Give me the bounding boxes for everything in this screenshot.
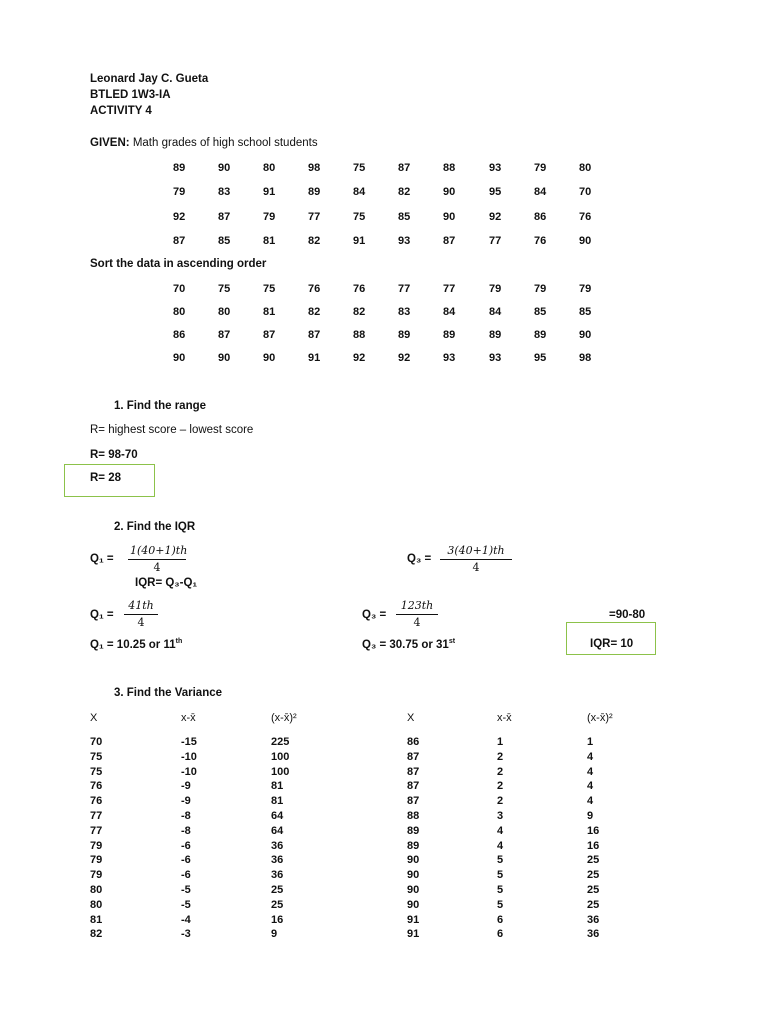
given-cell: 95 [489,186,502,199]
variance-left-cell: -9 [181,780,191,793]
iqr-formula: IQR= Q₃-Q₁ [135,577,198,589]
given-cell: 90 [443,210,456,223]
sorted-cell: 89 [489,329,502,341]
variance-right-cell: 16 [587,839,600,852]
variance-right-cell: 25 [587,898,600,911]
variance-left-cell: 36 [271,839,284,852]
variance-right-cell: 4 [497,839,504,852]
range-heading: 1. Find the range [114,400,207,412]
var-header-x-right: X [407,712,415,724]
sorted-cell: 89 [443,329,456,341]
q1b-fraction [124,599,158,629]
given-cell: 84 [534,186,547,199]
variance-right-cell: 5 [497,884,504,896]
variance-right-cell: 91 [407,913,420,926]
q3b-denominator: 4 [413,616,421,629]
variance-left-cell: 75 [90,750,103,763]
variance-left-cell: -10 [181,750,197,763]
activity-title: ACTIVITY 4 [90,105,152,117]
variance-right-cell: 5 [497,854,504,867]
given-cell: 90 [443,186,456,199]
q3-denominator: 4 [472,561,480,574]
sorted-cell: 75 [263,283,276,295]
sorted-cell: 92 [398,352,411,364]
sorted-cell: 85 [579,306,592,318]
var-header-dev-right: x-x̄ [497,712,512,724]
section: BTLED 1W3-IA [90,89,171,101]
variance-right-cell: 1 [587,736,594,748]
variance-right-cell: 2 [497,795,504,808]
q3-result [362,638,455,651]
q3b-label: Q₃ = [362,609,387,621]
iqr-answer: IQR= 10 [590,638,634,650]
q3-result-text: Q₃ = 30.75 or 31 [362,638,449,651]
variance-left-cell: -3 [181,928,191,941]
var-header-sq-left: (x-x̄)² [271,712,297,724]
variance-right-cell: 89 [407,824,420,837]
sorted-cell: 79 [579,283,592,295]
variance-right-cell: 9 [587,810,594,822]
q3-label: Q₃ = [407,553,432,565]
sorted-cell: 84 [489,306,502,318]
sorted-cell: 82 [353,306,366,318]
variance-right-cell: 25 [587,854,600,867]
given-cell: 76 [534,234,547,247]
given-cell: 87 [398,162,411,174]
range-formula: R= highest score – lowest score [90,424,254,436]
given-cell: 77 [489,234,502,247]
sorted-cell: 79 [489,283,502,295]
sorted-cell: 82 [308,306,321,318]
variance-right-cell: 2 [497,780,504,793]
variance-left-cell: 80 [90,898,103,911]
variance-left-cell: 79 [90,854,103,867]
variance-left-cell: -6 [181,869,191,882]
variance-left-cell: -15 [181,736,197,748]
variance-right-cell: 4 [497,824,504,837]
q1-result [90,638,182,651]
variance-left-cell: -4 [181,913,191,926]
var-header-dev-left: x-x̄ [181,712,196,724]
student-name: Leonard Jay C. Gueta [90,73,209,85]
given-cell: 82 [398,186,411,199]
given-cell: 93 [398,234,411,247]
given-label: GIVEN: [90,137,130,149]
given-cell: 79 [173,186,186,199]
q1-result-text: Q₁ = 10.25 or 11 [90,638,176,651]
variance-right-cell: 86 [407,736,420,748]
sorted-cell: 83 [398,306,411,318]
variance-left-cell: -10 [181,765,197,778]
variance-left-cell: 81 [271,795,284,808]
variance-left-cell: 76 [90,795,103,808]
variance-left-cell: 70 [90,736,103,748]
variance-left-cell: -6 [181,839,191,852]
variance-right-cell: 4 [587,765,594,778]
sorted-cell: 95 [534,352,547,364]
variance-right-cell: 36 [587,913,600,926]
variance-left-cell: 64 [271,810,284,822]
var-header-x-left: X [90,712,98,724]
variance-left-cell: -8 [181,824,191,837]
sorted-cell: 90 [173,352,186,364]
sorted-cell: 87 [263,329,276,341]
variance-right-cell: 5 [497,898,504,911]
given-cell: 87 [173,234,186,247]
variance-left-cell: 36 [271,869,284,882]
variance-left-cell: 82 [90,928,103,941]
variance-right-cell: 90 [407,854,420,867]
variance-right-cell: 87 [407,765,420,778]
variance-left-cell: 25 [271,898,284,911]
sorted-cell: 80 [173,306,186,318]
given-cell: 79 [263,210,276,223]
q1b-denominator: 4 [137,616,145,629]
sorted-cell: 80 [218,306,231,318]
given-cell: 91 [353,234,366,247]
variance-left-cell: 80 [90,884,103,896]
variance-right-cell: 89 [407,839,420,852]
variance-left-cell: 100 [271,765,290,778]
sorted-cell: 76 [308,283,321,295]
variance-left-cell: 77 [90,824,103,837]
sorted-cell: 93 [443,352,456,364]
given-cell: 93 [489,162,502,174]
given-cell: 81 [263,234,276,247]
range-step: R= 98-70 [90,449,138,461]
variance-right-cell: 2 [497,750,504,763]
given-cell: 75 [353,162,366,174]
variance-left-cell: 81 [271,780,284,793]
variance-left-cell: 81 [90,913,103,926]
given-cell: 77 [308,210,321,223]
sorted-cell: 76 [353,283,366,295]
variance-right-cell: 5 [497,869,504,882]
given-cell: 80 [579,162,592,174]
variance-left-cell: 77 [90,810,103,822]
variance-left-cell: 9 [271,928,278,941]
given-text: Math grades of high school students [132,137,318,149]
given-cell: 87 [218,210,231,223]
sorted-cell: 98 [579,352,592,364]
sorted-cell: 88 [353,329,366,341]
variance-right-cell: 88 [407,810,420,822]
variance-left-cell: 64 [271,824,284,837]
variance-right-cell: 4 [587,795,594,808]
q3b-numerator: 123th [396,599,438,615]
variance-right-cell: 90 [407,898,420,911]
variance-left-cell: -5 [181,898,191,911]
q1b-numerator: 41th [124,599,158,615]
sorted-cell: 85 [534,306,547,318]
given-cell: 83 [218,186,231,199]
variance-right-cell: 90 [407,884,420,896]
sorted-cell: 89 [398,329,411,341]
variance-right-cell: 87 [407,750,420,763]
iqr-heading: 2. Find the IQR [114,521,196,533]
sorted-cell: 81 [263,306,276,318]
given-cell: 88 [443,162,456,174]
variance-right-cell: 87 [407,795,420,808]
q1-result-suffix: th [175,638,183,645]
sorted-cell: 91 [308,352,321,364]
q1b-label: Q₁ = [90,609,114,621]
q1-numerator: 1(40+1)th [128,544,186,560]
sorted-cell: 77 [443,283,456,295]
variance-left-cell: 36 [271,854,284,867]
given-cell: 89 [308,186,321,199]
sorted-cell: 87 [308,329,321,341]
q1-label: Q₁ = [90,553,114,565]
sorted-heading: Sort the data in ascending order [90,258,267,270]
sorted-cell: 84 [443,306,456,318]
given-cell: 82 [308,234,321,247]
sorted-cell: 89 [534,329,547,341]
variance-left-cell: 225 [271,736,290,748]
variance-right-cell: 87 [407,780,420,793]
variance-right-cell: 91 [407,928,420,941]
variance-right-cell: 36 [587,928,600,941]
variance-right-cell: 4 [587,750,594,763]
q3b-fraction [396,599,438,629]
sorted-cell: 75 [218,283,231,295]
given-cell: 91 [263,186,276,199]
given-cell: 98 [308,162,321,174]
given-cell: 70 [579,186,592,199]
sorted-cell: 90 [218,352,231,364]
q1-fraction [128,544,186,574]
variance-right-cell: 16 [587,824,600,837]
q3-fraction [440,544,512,574]
variance-right-cell: 3 [497,810,504,822]
given-cell: 86 [534,210,547,223]
variance-left-cell: 25 [271,884,284,896]
given-cell: 92 [489,210,502,223]
sorted-cell: 70 [173,283,186,295]
sorted-cell: 90 [579,329,592,341]
given-cell: 85 [398,210,411,223]
variance-left-cell: 100 [271,750,290,763]
sorted-cell: 87 [218,329,231,341]
q3-numerator: 3(40+1)th [440,544,512,560]
range-answer: R= 28 [90,472,122,484]
variance-right-cell: 4 [587,780,594,793]
variance-right-cell: 90 [407,869,420,882]
given-cell: 76 [579,210,592,223]
sorted-cell: 79 [534,283,547,295]
sorted-cell: 92 [353,352,366,364]
variance-left-cell: -9 [181,795,191,808]
variance-heading: 3. Find the Variance [114,687,223,699]
variance-left-cell: 75 [90,765,103,778]
variance-left-cell: 16 [271,913,284,926]
variance-left-cell: 79 [90,869,103,882]
variance-right-cell: 25 [587,884,600,896]
given-cell: 90 [579,234,592,247]
variance-left-cell: -5 [181,884,191,896]
given-cell: 90 [218,162,231,174]
given-cell: 89 [173,162,186,174]
q1-denominator: 4 [153,561,161,574]
sorted-cell: 93 [489,352,502,364]
q3-result-suffix: st [448,638,456,645]
iqr-difference: =90-80 [609,609,646,621]
var-header-sq-right: (x-x̄)² [587,712,613,724]
variance-left-cell: 76 [90,780,103,793]
given-cell: 84 [353,186,366,199]
variance-right-cell: 6 [497,913,504,926]
variance-left-cell: -8 [181,810,191,822]
variance-right-cell: 25 [587,869,600,882]
variance-right-cell: 1 [497,736,504,748]
given-cell: 85 [218,234,231,247]
given-heading [90,137,318,149]
given-cell: 92 [173,210,186,223]
given-cell: 75 [353,210,366,223]
sorted-cell: 77 [398,283,411,295]
variance-right-cell: 2 [497,765,504,778]
sorted-cell: 86 [173,329,186,341]
variance-left-cell: 79 [90,839,103,852]
given-cell: 80 [263,162,276,174]
sorted-cell: 90 [263,352,276,364]
variance-left-cell: -6 [181,854,191,867]
given-cell: 87 [443,234,456,247]
variance-right-cell: 6 [497,928,504,941]
given-cell: 79 [534,162,547,174]
